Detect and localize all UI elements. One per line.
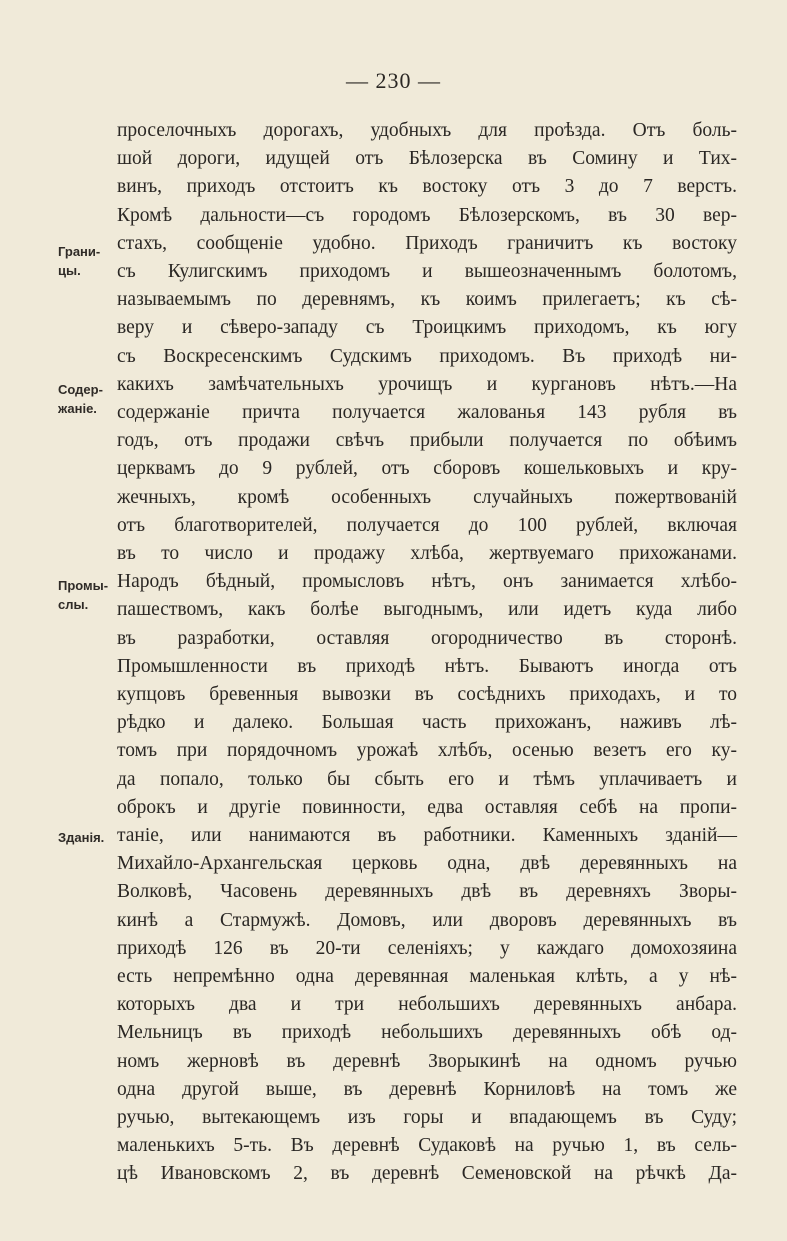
text-line: ручью, вытекающемъ изъ горы и впадающемъ въ Суду; xyxy=(117,1107,737,1128)
text-line: оброкъ и другіе повинности, едва оставляя себѣ на пропи- xyxy=(117,796,737,818)
text-line: пашествомъ, какъ болѣе выгоднымъ, или идетъ куда либо xyxy=(117,599,737,621)
text-line: купцовъ бревенныя вывозки въ сосѣднихъ приходахъ, и то xyxy=(117,684,737,705)
margin-note-line: Содер- xyxy=(58,382,103,397)
text-line: рѣдко и далеко. Большая часть прихожанъ, наживъ лѣ- xyxy=(117,712,737,734)
margin-note-line: жаніе. xyxy=(58,401,97,416)
text-line: Волковѣ, Часовень деревянныхъ двѣ въ деревняхъ Зворы- xyxy=(117,881,737,903)
text-line: Мельницъ въ приходѣ небольшихъ деревянныхъ обѣ од- xyxy=(117,1022,737,1044)
text-line: въ то число и продажу хлѣба, жертвуемаго прихожанами. xyxy=(117,543,737,564)
page-number: — 230 — xyxy=(346,68,441,93)
text-line: есть непремѣнно одна деревянная маленькая клѣть, а у нѣ- xyxy=(117,966,737,987)
margin-note-soderzhanie xyxy=(58,380,114,418)
text-line: которыхъ два и три небольшихъ деревянныхъ анбара. xyxy=(117,994,737,1016)
text-line: приходѣ 126 въ 20-ти селеніяхъ; у каждаго домохозяина xyxy=(117,937,737,959)
margin-note-promysly xyxy=(58,576,114,614)
text-line: винъ, приходъ отстоитъ къ востоку отъ 3 до 7 верстъ. xyxy=(117,176,737,198)
text-line: проселочныхъ дорогахъ, удобныхъ для проѣзда. Отъ боль- xyxy=(117,120,737,141)
text-line: отъ благотворителей, получается до 100 рублей, включая xyxy=(117,514,737,536)
text-line: маленькихъ 5-ть. Въ деревнѣ Судаковѣ на ручью 1, въ сель- xyxy=(117,1135,737,1157)
text-line: таніе, или нанимаются въ работники. Каменныхъ зданій— xyxy=(117,825,737,846)
margin-note-line: Промы- xyxy=(58,578,109,593)
margin-note-line: Зданія. xyxy=(58,830,105,845)
text-line: стахъ, сообщеніе удобно. Приходъ граничитъ къ востоку xyxy=(117,232,737,254)
text-line: въ разработки, оставляя огородничество въ сторонѣ. xyxy=(117,627,737,649)
text-line: цѣ Ивановскомъ 2, въ деревнѣ Семеновской на рѣчкѣ Да- xyxy=(117,1163,737,1185)
text-line: номъ жерновѣ въ деревнѣ Зворыкинѣ на одномъ ручью xyxy=(117,1050,737,1072)
text-line: Михайло-Архангельская церковь одна, двѣ деревянныхъ на xyxy=(117,853,737,875)
text-line: да попало, только бы сбыть его и тѣмъ уплачиваетъ и xyxy=(117,768,737,790)
text-line: съ Кулигскимъ приходомъ и вышеозначеннымъ болотомъ, xyxy=(117,261,737,282)
text-line: шой дороги, идущей отъ Бѣлозерска въ Сомину и Тих- xyxy=(117,148,737,170)
margin-note-line: цы. xyxy=(58,263,81,278)
text-line: съ Воскресенскимъ Судскимъ приходомъ. Въ приходѣ ни- xyxy=(117,345,737,367)
text-line: Народъ бѣдный, промысловъ нѣтъ, онъ занимается хлѣбо- xyxy=(117,571,737,593)
margin-note-line: Грани- xyxy=(58,244,101,259)
text-line: церквамъ до 9 рублей, отъ сборовъ кошельковыхъ и кру- xyxy=(117,458,737,480)
text-line: одна другой выше, въ деревнѣ Корниловѣ на томъ же xyxy=(117,1078,737,1100)
text-line: Кромѣ дальности—съ городомъ Бѣлозерскомъ, въ 30 вер- xyxy=(117,204,737,226)
text-line: Промышленности въ приходѣ нѣтъ. Бываютъ иногда отъ xyxy=(117,655,737,677)
margin-note-zdaniya xyxy=(58,828,114,847)
text-line: веру и сѣверо-западу съ Троицкимъ приходомъ, къ югу xyxy=(117,317,737,339)
text-line: содержаніе причта получается жалованья 143 рубля въ xyxy=(117,402,737,423)
margin-note-granitsy xyxy=(58,242,114,280)
text-line: кинѣ а Стармужѣ. Домовъ, или дворовъ деревянныхъ въ xyxy=(117,909,737,931)
text-line: какихъ замѣчательныхъ урочищъ и кургановъ нѣтъ.—На xyxy=(117,373,737,395)
text-line: томъ при порядочномъ урожаѣ хлѣбъ, осенью везетъ его ку- xyxy=(117,740,737,762)
text-line: называемымъ по деревнямъ, къ коимъ прилегаетъ; къ сѣ- xyxy=(117,289,737,311)
text-line: годъ, отъ продажи свѣчъ прибыли получается по обѣимъ xyxy=(117,430,737,452)
margin-note-line: слы. xyxy=(58,597,89,612)
text-line: жечныхъ, кромѣ особенныхъ случайныхъ пожертвованій xyxy=(117,486,737,508)
